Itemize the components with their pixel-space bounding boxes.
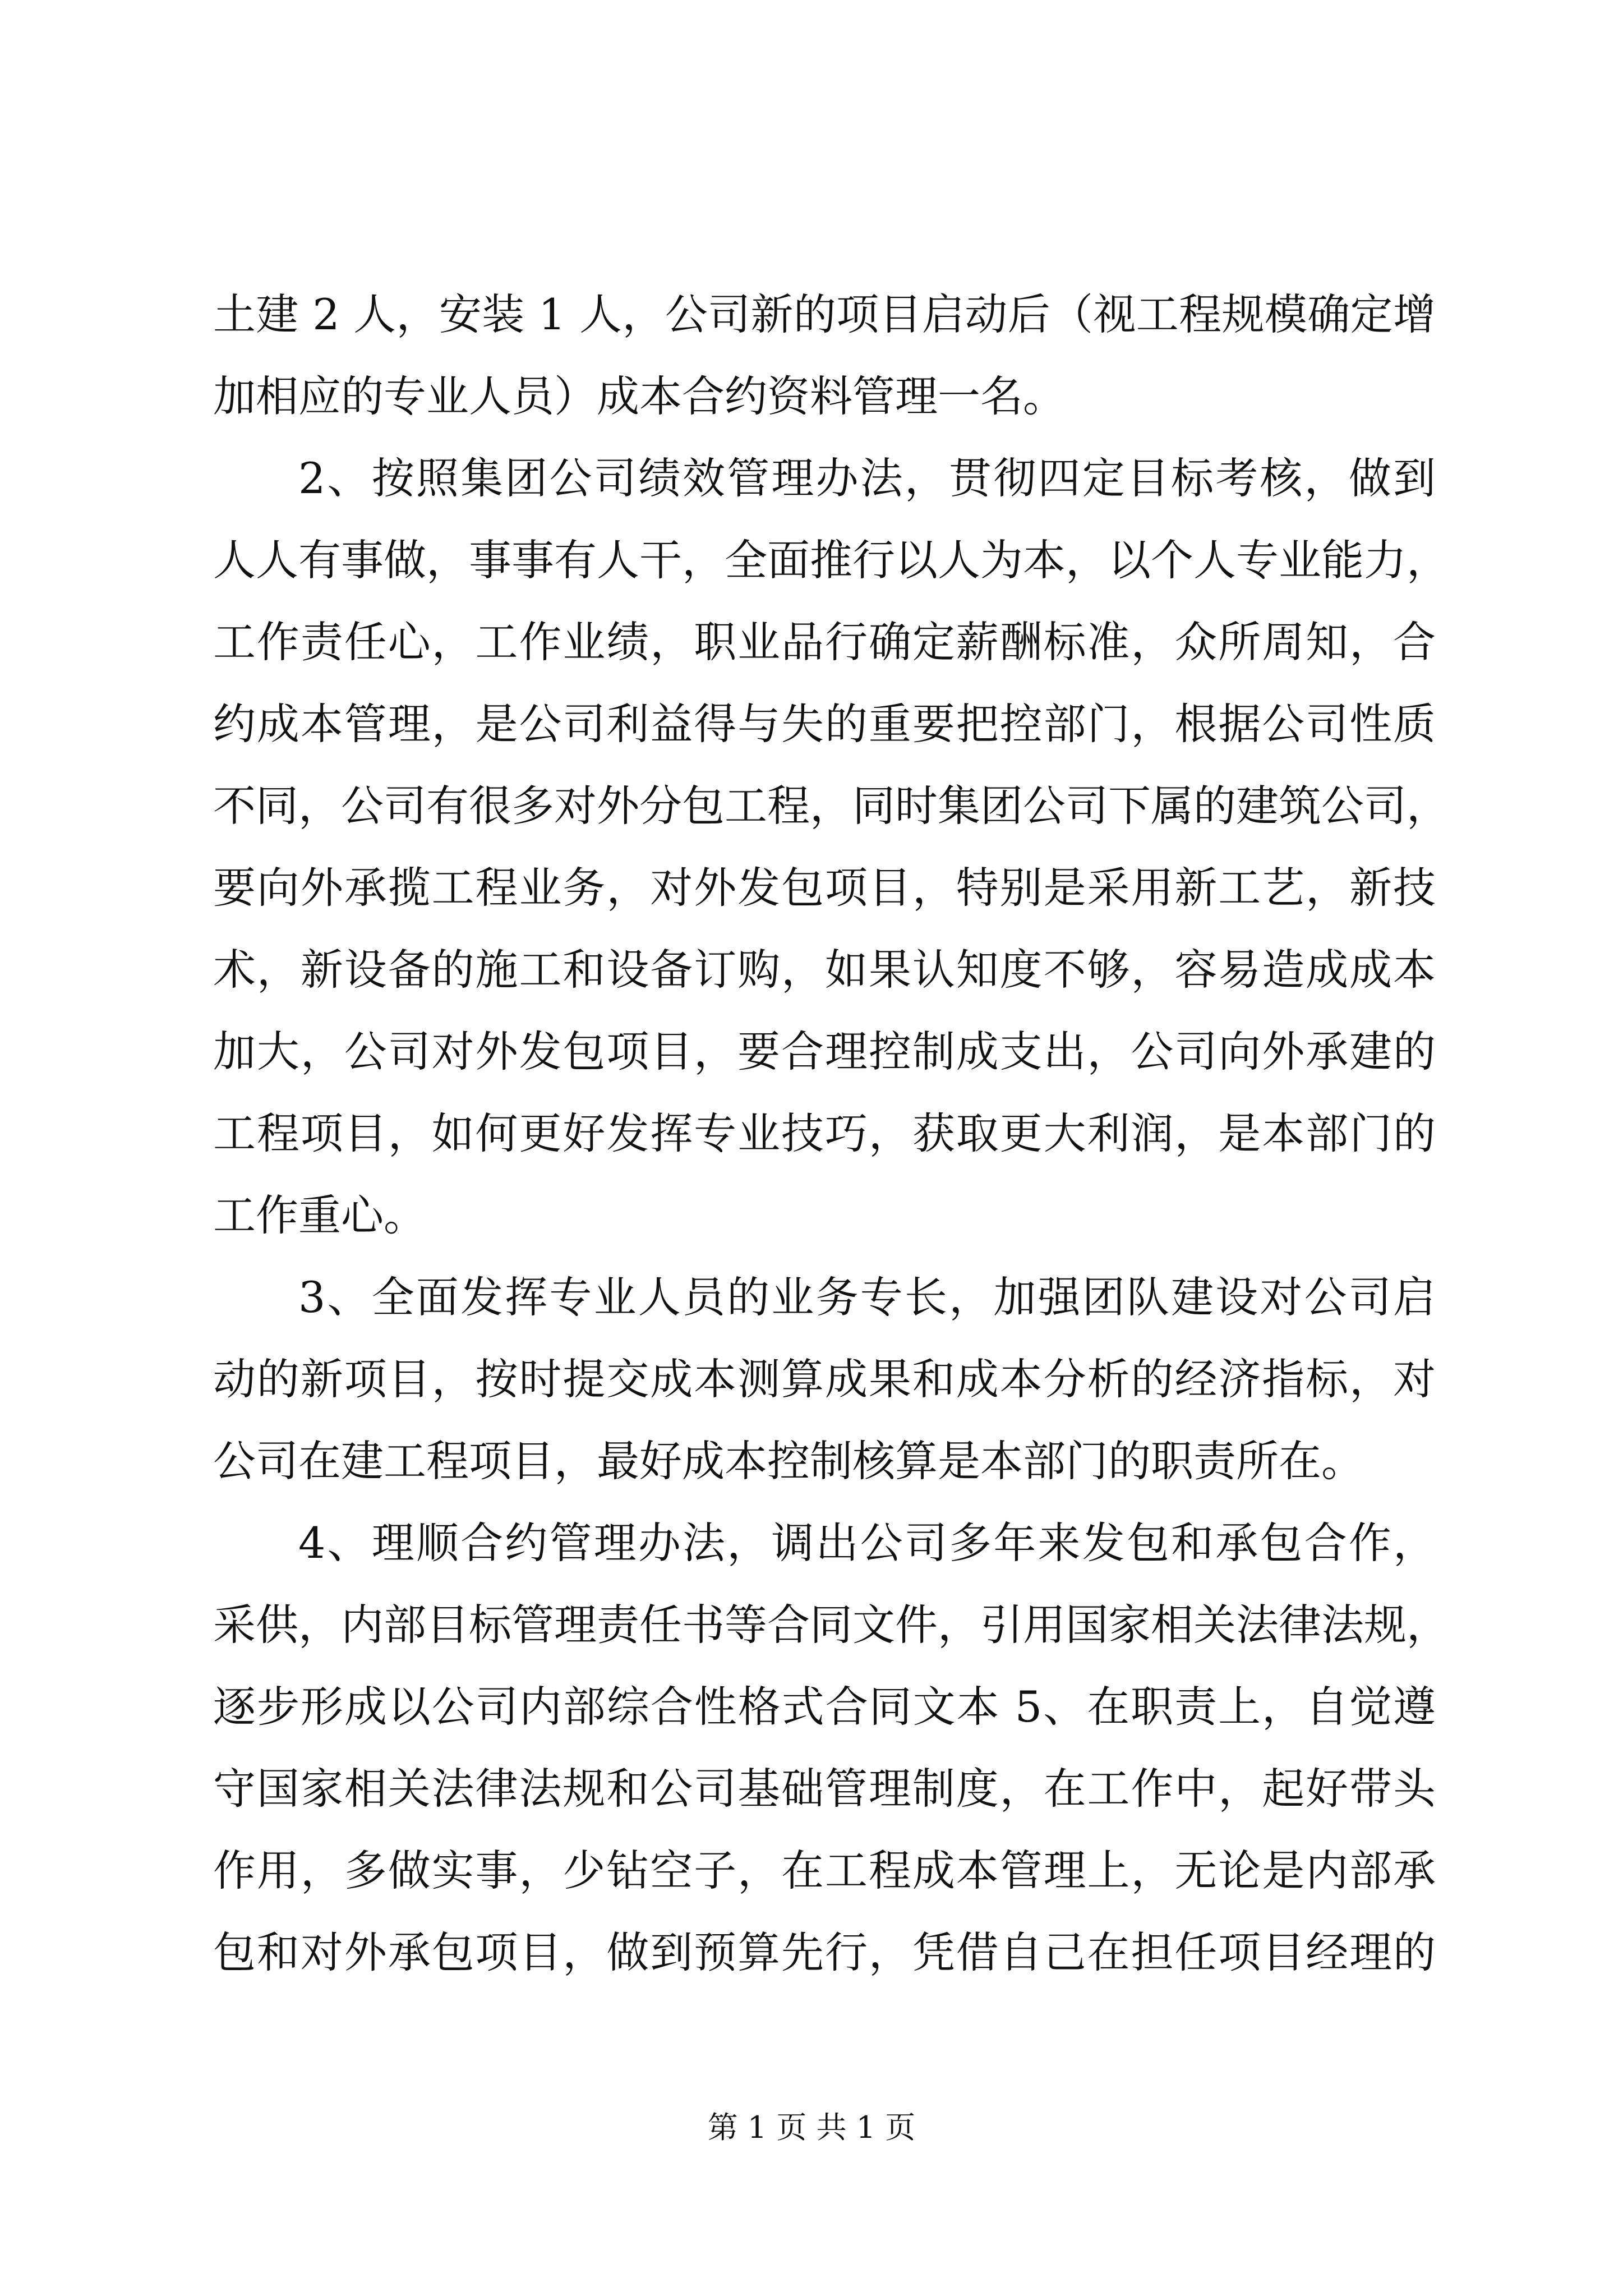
text-line: 加大，公司对外发包项目，要合理控制成支出，公司向外承建的 (213, 1027, 1436, 1076)
paragraph-2 (213, 438, 1449, 1257)
paragraph-4 (213, 1502, 1449, 1994)
text-line: 采供，内部目标管理责任书等合同文件，引用国家相关法律法规， (213, 1600, 1449, 1650)
text-line: 4、理顺合约管理办法，调出公司多年来发包和承包合作， (298, 1518, 1436, 1568)
text-line: 守国家相关法律法规和公司基础管理制度，在工作中，起好带头 (213, 1764, 1436, 1814)
text-line: 3、全面发挥专业人员的业务专长，加强团队建设对公司启 (298, 1272, 1436, 1322)
paragraph-3 (213, 1257, 1436, 1502)
paragraph-1 (213, 274, 1436, 438)
text-line: 作用，多做实事，少钻空子，在工程成本管理上，无论是内部承 (213, 1846, 1436, 1895)
text-line: 不同，公司有很多对外分包工程，同时集团公司下属的建筑公司， (213, 781, 1449, 831)
page-footer (0, 2108, 1623, 2147)
text-line: 2、按照集团公司绩效管理办法，贯彻四定目标考核，做到 (298, 453, 1436, 503)
page-number-label: 第 1 页 共 1 页 (707, 2110, 916, 2145)
text-line: 工作重心。 (213, 1190, 426, 1240)
text-line: 工作责任心，工作业绩，职业品行确定薪酬标准，众所周知，合 (213, 617, 1436, 667)
text-line: 工程项目，如何更好发挥专业技巧，获取更大利润，是本部门的 (213, 1108, 1436, 1158)
document-body (213, 274, 1449, 1994)
text-line: 包和对外承包项目，做到预算先行，凭借自己在担任项目经理的 (213, 1927, 1436, 1977)
text-line: 要向外承揽工程业务，对外发包项目，特别是采用新工艺，新技 (213, 863, 1436, 913)
text-line: 约成本管理，是公司利益得与失的重要把控部门，根据公司性质 (213, 699, 1436, 749)
text-line: 加相应的专业人员）成本合约资料管理一名。 (213, 371, 1066, 421)
text-line: 人人有事做，事事有人干，全面推行以人为本，以个人专业能力， (213, 535, 1449, 585)
text-line: 术，新设备的施工和设备订购，如果认知度不够，容易造成成本 (213, 945, 1436, 995)
text-line: 土建 2 人，安装 1 人，公司新的项目启动后（视工程规模确定增 (213, 289, 1436, 339)
text-line: 公司在建工程项目，最好成本控制核算是本部门的职责所在。 (213, 1436, 1364, 1486)
text-line: 逐步形成以公司内部综合性格式合同文本 5、在职责上，自觉遵 (213, 1682, 1436, 1732)
text-line: 动的新项目，按时提交成本测算成果和成本分析的经济指标，对 (213, 1354, 1436, 1404)
